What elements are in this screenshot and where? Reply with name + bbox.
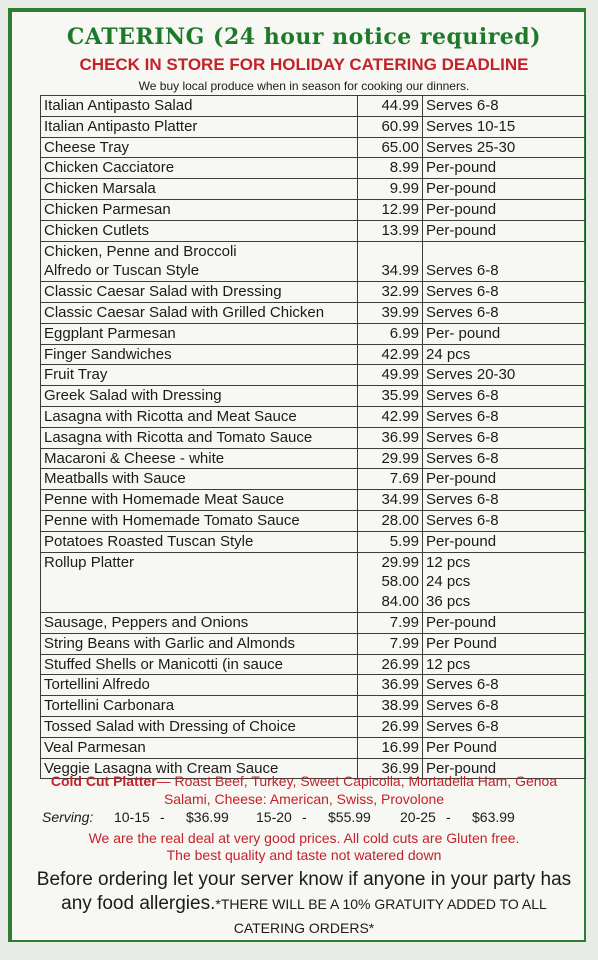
menu-item-serving-cell xyxy=(423,531,586,552)
menu-item-price-cell xyxy=(358,612,423,633)
menu-item-name-cell xyxy=(41,510,358,531)
menu-item-price xyxy=(361,242,419,262)
menu-item-serving-cell xyxy=(423,96,586,117)
menu-row xyxy=(41,179,586,200)
real-deal-text: We are the real deal at very good prices. All cold cuts are Gluten free. xyxy=(88,830,520,846)
menu-item-price: 16.99 xyxy=(381,738,419,756)
menu-row xyxy=(41,696,586,717)
menu-row xyxy=(41,158,586,179)
menu-item-name-cell xyxy=(41,490,358,511)
menu-item-name: Lasagna with Ricotta and Tomato Sauce xyxy=(44,428,313,446)
menu-item-name-cell xyxy=(41,696,358,717)
menu-item-serving-cell xyxy=(423,199,586,220)
quality-text: The best quality and taste not watered down xyxy=(166,847,442,863)
menu-item-serving-cell xyxy=(423,386,586,407)
holiday-deadline-notice: CHECK IN STORE FOR HOLIDAY CATERING DEADLINE xyxy=(79,55,529,74)
menu-item-name-cell xyxy=(41,302,358,323)
menu-row xyxy=(41,654,586,675)
menu-item-price-cell xyxy=(358,302,423,323)
menu-item-name: Chicken Parmesan xyxy=(44,200,171,218)
menu-item-serving: Per-pound xyxy=(426,532,497,550)
menu-item-serving: Per-pound xyxy=(426,221,497,239)
menu-item-price-cell xyxy=(358,179,423,200)
menu-row xyxy=(41,531,586,552)
menu-row xyxy=(41,737,586,758)
cold-cut-items: Roast Beef, Turkey, Sweet Capicolla, Mortadella Ham, Genoa Salami, Cheese: American, Swiss, Provolone xyxy=(163,773,558,807)
menu-item-serving-cell xyxy=(423,116,586,137)
menu-item-name-cell xyxy=(41,716,358,737)
menu-item-serving-cell xyxy=(423,448,586,469)
menu-row xyxy=(41,427,586,448)
menu-item-serving: Per- pound xyxy=(426,324,501,342)
menu-item-serving-cell xyxy=(423,179,586,200)
menu-item-name-cell xyxy=(41,365,358,386)
menu-item-serving: 36 pcs xyxy=(426,593,471,611)
menu-item-serving: Per-pound xyxy=(426,159,497,177)
menu-row xyxy=(41,612,586,633)
menu-item-price: 60.99 xyxy=(381,117,419,135)
menu-row xyxy=(41,448,586,469)
menu-item-serving: Serves 20-30 xyxy=(426,366,516,384)
menu-item-name-cell xyxy=(41,179,358,200)
menu-item-price-cell xyxy=(358,137,423,158)
page-title: CATERING (24 hour notice required) xyxy=(66,24,542,50)
serving-label: Serving: xyxy=(42,809,94,825)
menu-item-price-cell xyxy=(358,427,423,448)
menu-item-serving-cell xyxy=(423,675,586,696)
menu-item-name-cell xyxy=(41,552,358,612)
menu-item-serving: Per-pound xyxy=(426,200,497,218)
menu-item-name: Greek Salad with Dressing xyxy=(44,387,222,405)
menu-item-name: Eggplant Parmesan xyxy=(44,324,176,342)
menu-item-price-cell xyxy=(358,241,423,282)
menu-item-price-cell xyxy=(358,552,423,612)
menu-item-serving-cell xyxy=(423,344,586,365)
menu-row xyxy=(41,510,586,531)
menu-row xyxy=(41,116,586,137)
menu-item-price: 34.99 xyxy=(381,491,419,509)
menu-item-price: 35.99 xyxy=(381,387,419,405)
menu-item-price-cell xyxy=(358,469,423,490)
menu-item-price: 32.99 xyxy=(381,283,419,301)
menu-item-price-cell xyxy=(358,365,423,386)
menu-item-name: Italian Antipasto Platter xyxy=(44,117,198,135)
menu-item-serving: Serves 6-8 xyxy=(426,303,499,321)
menu-item-serving: Per Pound xyxy=(426,634,497,652)
menu-item-name: Tortellini Carbonara xyxy=(44,697,175,715)
tier-price: $63.99 xyxy=(472,809,515,825)
menu-item-serving: Serves 6-8 xyxy=(426,97,499,114)
menu-item-price-cell xyxy=(358,344,423,365)
menu-row xyxy=(41,633,586,654)
menu-item-serving-cell xyxy=(423,365,586,386)
menu-item-price-cell xyxy=(358,510,423,531)
menu-item-serving: Per-pound xyxy=(426,759,497,777)
menu-item-price-cell xyxy=(358,531,423,552)
menu-item-serving-cell xyxy=(423,323,586,344)
menu-item-name-cell xyxy=(41,323,358,344)
tier-size: 20-25 xyxy=(400,809,436,825)
menu-item-serving-cell xyxy=(423,220,586,241)
menu-item-name: Veal Parmesan xyxy=(44,738,146,756)
menu-item-serving: Per-pound xyxy=(426,613,497,631)
menu-row xyxy=(41,469,586,490)
menu-item-name: Italian Antipasto Salad xyxy=(44,97,193,114)
menu-item-name: Alfredo or Tuscan Style xyxy=(44,262,200,280)
menu-row xyxy=(41,137,586,158)
menu-item-name: Chicken, Penne and Broccoli xyxy=(44,242,237,260)
menu-item-price-cell xyxy=(358,323,423,344)
menu-item-name: Tortellini Alfredo xyxy=(44,676,150,694)
menu-item-price: 58.00 xyxy=(381,573,419,591)
menu-item-name: Chicken Marsala xyxy=(44,180,156,198)
menu-item-serving: 12 pcs xyxy=(426,553,471,571)
menu-sheet xyxy=(8,8,586,942)
menu-item-serving: Serves 6-8 xyxy=(426,511,499,529)
menu-item-name: Chicken Cutlets xyxy=(44,221,150,239)
menu-item-price: 29.99 xyxy=(381,553,419,571)
menu-item-price: 5.99 xyxy=(389,532,419,550)
local-produce-note: We buy local produce when in season for cooking our dinners. xyxy=(138,79,470,93)
menu-item-name: Chicken Cacciatore xyxy=(44,159,175,177)
menu-item-serving-cell xyxy=(423,406,586,427)
menu-item-serving-cell xyxy=(423,282,586,303)
menu-item-name-cell xyxy=(41,612,358,633)
menu-item-serving-cell xyxy=(423,633,586,654)
menu-item-serving: Serves 25-30 xyxy=(426,138,516,156)
menu-item-price: 7.99 xyxy=(389,634,419,652)
menu-item-name: Stuffed Shells or Manicotti (in sauce xyxy=(44,655,284,673)
menu-item-serving: Serves 6-8 xyxy=(426,262,499,280)
menu-item-name: Classic Caesar Salad with Grilled Chicken xyxy=(44,303,325,321)
cold-cut-platter xyxy=(26,772,582,808)
menu-item-name: Penne with Homemade Meat Sauce xyxy=(44,491,285,509)
menu-item-price: 7.99 xyxy=(389,613,419,631)
menu-item-name-cell xyxy=(41,406,358,427)
cold-cut-title: Cold Cut Platter xyxy=(50,773,157,789)
menu-item-name-cell xyxy=(41,427,358,448)
menu-item-price-cell xyxy=(358,448,423,469)
menu-item-price-cell xyxy=(358,282,423,303)
menu-item-name: Veggie Lasagna with Cream Sauce xyxy=(44,759,279,777)
menu-item-price-cell xyxy=(358,199,423,220)
menu-item-serving: Serves 10-15 xyxy=(426,117,516,135)
menu-table-body xyxy=(41,96,586,779)
menu-item-name-cell xyxy=(41,282,358,303)
menu-row xyxy=(41,323,586,344)
menu-item-name-cell xyxy=(41,344,358,365)
menu-item-serving-cell xyxy=(423,302,586,323)
menu-item-serving-cell xyxy=(423,241,586,282)
menu-item-serving-cell xyxy=(423,469,586,490)
menu-item-price: 84.00 xyxy=(381,593,419,611)
menu-row xyxy=(41,220,586,241)
menu-item-name-cell xyxy=(41,137,358,158)
menu-item-price: 49.99 xyxy=(381,366,419,384)
menu-item-serving: Per Pound xyxy=(426,738,497,756)
menu-item-name-cell xyxy=(41,241,358,282)
menu-item-name-cell xyxy=(41,469,358,490)
catering-menu-table xyxy=(40,95,586,779)
menu-item-serving: Per-pound xyxy=(426,470,497,488)
menu-item-name: Rollup Platter xyxy=(44,553,135,571)
menu-item-serving-cell xyxy=(423,158,586,179)
menu-row xyxy=(41,282,586,303)
menu-item-name-cell xyxy=(41,199,358,220)
menu-item-price: 44.99 xyxy=(381,97,419,114)
menu-item-serving: Serves 6-8 xyxy=(426,387,499,405)
menu-item-price: 42.99 xyxy=(381,407,419,425)
menu-item-name: Sausage, Peppers and Onions xyxy=(44,613,249,631)
menu-row xyxy=(41,241,586,282)
menu-item-price: 29.99 xyxy=(381,449,419,467)
cold-cut-serving-prices: Serving: 10-15 - $36.99 15-20 - $55.99 20-25 - $63.99 xyxy=(42,809,515,825)
menu-item-name-cell xyxy=(41,158,358,179)
menu-item-serving: Serves 6-8 xyxy=(426,283,499,301)
menu-item-price-cell xyxy=(358,158,423,179)
menu-row xyxy=(41,406,586,427)
menu-item-name-cell xyxy=(41,654,358,675)
menu-item-price-cell xyxy=(358,633,423,654)
tier-price: $36.99 xyxy=(186,809,229,825)
menu-item-price-cell xyxy=(358,386,423,407)
menu-item-serving-cell xyxy=(423,490,586,511)
menu-item-price: 36.99 xyxy=(381,676,419,694)
menu-item-name xyxy=(44,592,354,612)
menu-item-serving-cell xyxy=(423,654,586,675)
menu-item-price: 26.99 xyxy=(381,655,419,673)
menu-item-serving-cell xyxy=(423,696,586,717)
menu-item-name: Cheese Tray xyxy=(44,138,130,156)
tier-size: 10-15 xyxy=(114,809,150,825)
menu-row xyxy=(41,302,586,323)
menu-item-serving: Serves 6-8 xyxy=(426,676,499,694)
menu-item-name-cell xyxy=(41,116,358,137)
menu-item-name: Potatoes Roasted Tuscan Style xyxy=(44,532,254,550)
menu-row xyxy=(41,365,586,386)
menu-row xyxy=(41,344,586,365)
menu-item-serving: 12 pcs xyxy=(426,655,471,673)
menu-item-price-cell xyxy=(358,406,423,427)
menu-item-price: 39.99 xyxy=(381,303,419,321)
menu-item-name: Penne with Homemade Tomato Sauce xyxy=(44,511,300,529)
menu-item-name-cell xyxy=(41,531,358,552)
menu-item-serving: 24 pcs xyxy=(426,345,471,363)
gratuity-text: *THERE WILL BE A 10% GRATUITY ADDED TO ALL CATERING ORDERS* xyxy=(215,896,547,936)
menu-item-serving: Serves 6-8 xyxy=(426,428,499,446)
menu-item-name: String Beans with Garlic and Almonds xyxy=(44,634,295,652)
menu-item-price: 42.99 xyxy=(381,345,419,363)
menu-item-price: 7.69 xyxy=(389,470,419,488)
menu-row xyxy=(41,386,586,407)
menu-item-price-cell xyxy=(358,96,423,117)
menu-item-name: Macaroni & Cheese - white xyxy=(44,449,225,467)
menu-item-name: Finger Sandwiches xyxy=(44,345,172,363)
menu-item-serving: Serves 6-8 xyxy=(426,407,499,425)
menu-item-name-cell xyxy=(41,448,358,469)
menu-item-serving-cell xyxy=(423,552,586,612)
menu-row xyxy=(41,675,586,696)
menu-item-serving: Per-pound xyxy=(426,180,497,198)
menu-item-name-cell xyxy=(41,220,358,241)
menu-item-name: Tossed Salad with Dressing of Choice xyxy=(44,717,296,735)
menu-item-serving-cell xyxy=(423,427,586,448)
menu-item-serving-cell xyxy=(423,137,586,158)
tier-price: $55.99 xyxy=(328,809,371,825)
menu-item-name: Meatballs with Sauce xyxy=(44,470,186,488)
cold-cut-dash: — xyxy=(156,773,175,789)
menu-item-serving-cell xyxy=(423,510,586,531)
menu-item-serving: Serves 6-8 xyxy=(426,717,499,735)
menu-row xyxy=(41,552,586,612)
menu-item-serving: Serves 6-8 xyxy=(426,449,499,467)
menu-item-serving-cell xyxy=(423,716,586,737)
menu-item-price: 26.99 xyxy=(381,717,419,735)
menu-item-price: 12.99 xyxy=(381,200,419,218)
menu-item-price-cell xyxy=(358,675,423,696)
menu-item-name: Fruit Tray xyxy=(44,366,108,384)
menu-item-price-cell xyxy=(358,716,423,737)
menu-item-price-cell xyxy=(358,220,423,241)
menu-item-name-cell xyxy=(41,737,358,758)
menu-item-serving xyxy=(426,242,582,262)
menu-item-price-cell xyxy=(358,654,423,675)
menu-item-serving: Serves 6-8 xyxy=(426,491,499,509)
menu-item-price: 34.99 xyxy=(381,262,419,280)
tier-size: 15-20 xyxy=(256,809,292,825)
menu-row xyxy=(41,490,586,511)
menu-item-name: Classic Caesar Salad with Dressing xyxy=(44,283,282,301)
menu-item-serving: 24 pcs xyxy=(426,573,471,591)
menu-item-name-cell xyxy=(41,633,358,654)
menu-item-price: 36.99 xyxy=(381,428,419,446)
menu-item-price: 28.00 xyxy=(381,511,419,529)
menu-item-serving-cell xyxy=(423,612,586,633)
menu-row xyxy=(41,716,586,737)
menu-item-price: 36.99 xyxy=(381,759,419,777)
menu-item-price: 9.99 xyxy=(389,180,419,198)
menu-item-price: 38.99 xyxy=(381,697,419,715)
menu-item-name-cell xyxy=(41,96,358,117)
quality-statement xyxy=(26,830,582,864)
menu-item-name xyxy=(44,572,354,592)
allergy-notice xyxy=(26,868,582,940)
menu-item-price: 65.00 xyxy=(381,138,419,156)
menu-row xyxy=(41,96,586,117)
menu-item-name-cell xyxy=(41,675,358,696)
menu-item-serving-cell xyxy=(423,737,586,758)
allergy-text: Before ordering let your server know if anyone in your party has any food allergies. xyxy=(36,869,572,914)
menu-item-price: 6.99 xyxy=(389,324,419,342)
menu-item-price: 8.99 xyxy=(389,159,419,177)
menu-item-price: 13.99 xyxy=(381,221,419,239)
menu-item-name: Lasagna with Ricotta and Meat Sauce xyxy=(44,407,297,425)
menu-item-price-cell xyxy=(358,696,423,717)
menu-row xyxy=(41,199,586,220)
menu-item-name-cell xyxy=(41,386,358,407)
menu-item-serving: Serves 6-8 xyxy=(426,697,499,715)
menu-item-price-cell xyxy=(358,490,423,511)
menu-item-price-cell xyxy=(358,737,423,758)
menu-item-price-cell xyxy=(358,116,423,137)
